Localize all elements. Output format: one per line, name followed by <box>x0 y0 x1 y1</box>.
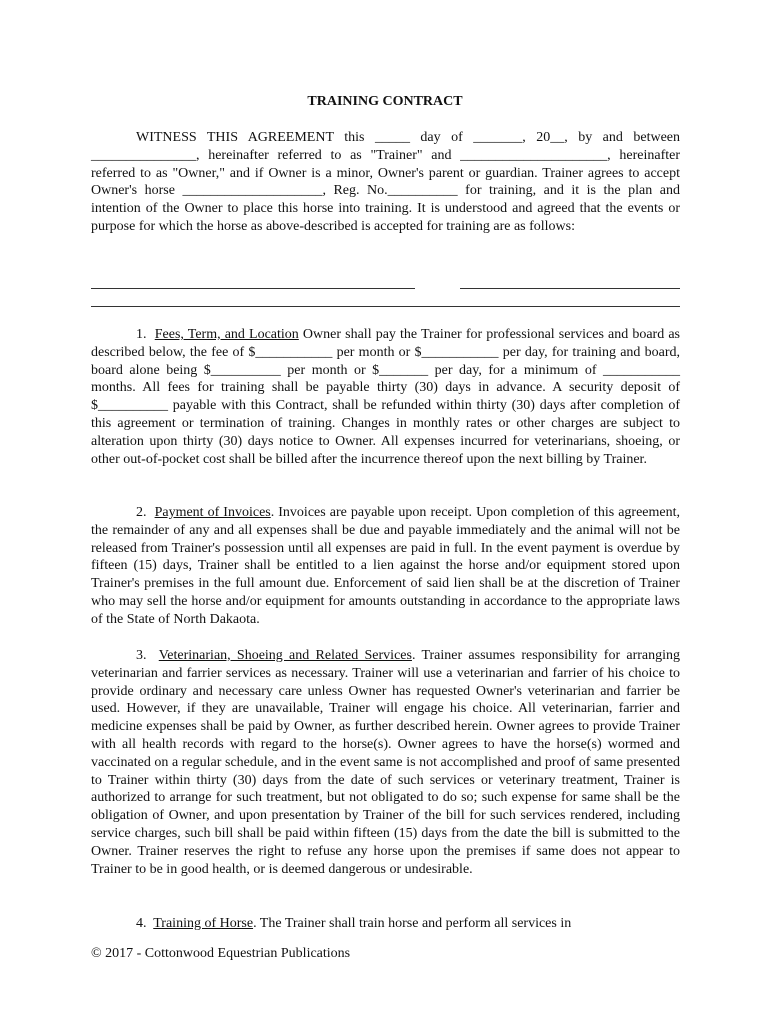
section-2-number: 2. <box>136 505 147 520</box>
section-2-paragraph <box>91 504 680 629</box>
blank-line-2 <box>91 306 680 307</box>
section-4-heading: Training of Horse <box>153 916 254 931</box>
section-4-number: 4. <box>136 916 147 931</box>
intro-paragraph: WITNESS THIS AGREEMENT this _____ day of _______, 20__, by and between _______________, hereinafter referred to as "Trainer" and _____________________, hereinafter referred to as "Owner," and if Owner is a minor, Owner's parent or guardian. Trainer agrees to accept Owner's horse ____________________, Reg. No.__________ for training, and it is the plan and intention of the Owner to place this horse into training. It is understood and agreed that the events or purpose for which the horse as above-described is accepted for training are as follows: <box>91 130 680 234</box>
copyright-footer: © 2017 - Cottonwood Equestrian Publications <box>91 946 351 961</box>
section-3-body: . Trainer assumes responsibility for arranging veterinarian and farrier services as necessary. Trainer will use a veterinarian and farrier of his choice to provide ordinary and necessary care unless Owner has requested Owner's veterinarian and farrier be used. However, if they are unavailable, Trainer will engage his choice. All veterinarian, farrier and medicine expenses shall be paid by Owner, as further described herein. Owner agrees to provide Trainer with all health records with regard to the horse(s). Owner agrees to have the horse(s) wormed and vaccinated on a regular schedule, and in the event same is not accomplished and proof of same presented to Trainer within thirty (30) days from the date of such services or veterinary treatment, Trainer is authorized to arrange for such treatment, but not obligated to do so; such expense for same shall be the obligation of Owner, and upon presentation by Trainer of the bill for such services rendered, including service charges, such bill shall be paid within fifteen (15) days from the date the bill is submitted to the Owner. Trainer reserves the right to refuse any horse upon the premises if same does not appear to Trainer to be in good health, or is deemed dangerous or undesirable. <box>91 648 680 877</box>
section-3-paragraph <box>91 647 680 878</box>
blank-line-1b <box>460 288 680 289</box>
section-2-body: . Invoices are payable upon receipt. Upon completion of this agreement, the remainder of any and all expenses shall be due and payable immediately and the animal will not be released from Trainer's possession until all expenses are paid in full. In the event payment is overdue by fifteen (15) days, Trainer shall be entitled to a lien against the horse and/or equipment stored upon Trainer's premises in the full amount due. Enforcement of said lien shall be at the discretion of Trainer who may sell the horse and/or equipment for amounts outstanding in accordance to the appropriate laws of the State of North Dakaota. <box>91 505 680 627</box>
document-title: TRAINING CONTRACT <box>307 94 463 109</box>
section-1-body: Owner shall pay the Trainer for professional services and board as described below, the fee of $___________ per month or $___________ per day, for training and board, board alone being $__________ per month or $_______ per day, for a minimum of ___________ months. All fees for training shall be payable thirty (30) days in advance. A security deposit of $__________ payable with this Contract, shall be refunded within thirty (30) days after completion of this agreement or termination of training. Changes in monthly rates or other charges are subject to alteration upon thirty (30) days notice to Owner. All expenses incurred for veterinarians, shoeing, or other out-of-pocket cost shall be billed after the incurrence thereof upon the next billing by Trainer. <box>91 327 680 467</box>
section-4-paragraph <box>91 915 680 933</box>
section-3-number: 3. <box>136 648 147 663</box>
blank-line-1a <box>91 288 415 289</box>
section-3-heading: Veterinarian, Shoeing and Related Services <box>158 648 412 663</box>
section-2-heading: Payment of Invoices <box>154 505 271 520</box>
section-1-number: 1. <box>136 327 147 342</box>
section-4-body: . The Trainer shall train horse and perform all services in <box>253 916 572 931</box>
section-1-paragraph <box>91 326 680 468</box>
section-1-heading: Fees, Term, and Location <box>154 327 299 342</box>
